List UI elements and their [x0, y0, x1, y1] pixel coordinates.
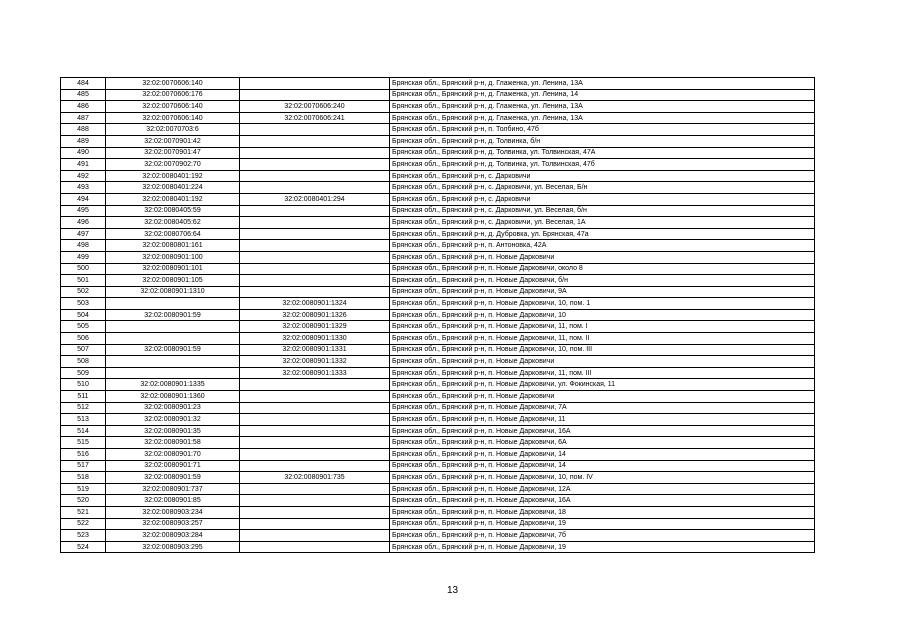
address-cell: Брянская обл., Брянский р-н, п. Новые Дарковичи, около 8 [390, 263, 815, 275]
row-number-cell: 500 [61, 263, 106, 275]
table-row [61, 298, 815, 310]
parent-cadastral-number-cell: 32:02:0080405:62 [106, 217, 240, 229]
parent-cadastral-number-cell: 32:02:0070606:140 [106, 112, 240, 124]
table-row [61, 217, 815, 229]
cadastral-number-cell [240, 402, 390, 414]
row-number-cell: 496 [61, 217, 106, 229]
parent-cadastral-number-cell: 32:02:0080903:295 [106, 541, 240, 553]
address-cell: Брянская обл., Брянский р-н, п. Новые Дарковичи, 16А [390, 425, 815, 437]
table-row [61, 483, 815, 495]
address-cell: Брянская обл., Брянский р-н, п. Новые Дарковичи, 10, пом. IV [390, 472, 815, 484]
cadastral-number-cell [240, 541, 390, 553]
row-number-cell: 523 [61, 530, 106, 542]
parent-cadastral-number-cell [106, 333, 240, 345]
row-number-cell: 485 [61, 89, 106, 101]
row-number-cell: 521 [61, 506, 106, 518]
row-number-cell: 508 [61, 356, 106, 368]
parent-cadastral-number-cell: 32:02:0080901:101 [106, 263, 240, 275]
table-row [61, 170, 815, 182]
records-table [60, 77, 815, 553]
parent-cadastral-number-cell: 32:02:0070901:47 [106, 147, 240, 159]
row-number-cell: 502 [61, 286, 106, 298]
table-row [61, 472, 815, 484]
address-cell: Брянская обл., Брянский р-н, п. Новые Дарковичи, 19 [390, 541, 815, 553]
table-row [61, 124, 815, 136]
address-cell: Брянская обл., Брянский р-н, п. Новые Дарковичи [390, 391, 815, 403]
cadastral-number-cell: 32:02:0080901:1333 [240, 367, 390, 379]
parent-cadastral-number-cell: 32:02:0070901:42 [106, 135, 240, 147]
cadastral-number-cell: 32:02:0080901:1330 [240, 333, 390, 345]
table-row [61, 391, 815, 403]
row-number-cell: 505 [61, 321, 106, 333]
table-row [61, 135, 815, 147]
cadastral-number-cell [240, 240, 390, 252]
cadastral-number-cell: 32:02:0080901:735 [240, 472, 390, 484]
table-row [61, 193, 815, 205]
parent-cadastral-number-cell: 32:02:0080901:1335 [106, 379, 240, 391]
cadastral-number-cell [240, 263, 390, 275]
row-number-cell: 513 [61, 414, 106, 426]
parent-cadastral-number-cell: 32:02:0080901:85 [106, 495, 240, 507]
address-cell: Брянская обл., Брянский р-н, п. Новые Дарковичи, 11, пом. III [390, 367, 815, 379]
cadastral-number-cell [240, 437, 390, 449]
cadastral-number-cell [240, 391, 390, 403]
row-number-cell: 501 [61, 275, 106, 287]
cadastral-number-cell [240, 228, 390, 240]
row-number-cell: 486 [61, 101, 106, 113]
cadastral-number-cell: 32:02:0080901:1329 [240, 321, 390, 333]
records-table-body [61, 78, 815, 553]
address-cell: Брянская обл., Брянский р-н, п. Толбино, 47б [390, 124, 815, 136]
parent-cadastral-number-cell: 32:02:0080405:59 [106, 205, 240, 217]
table-row [61, 275, 815, 287]
table-row [61, 530, 815, 542]
table-row [61, 402, 815, 414]
cadastral-number-cell: 32:02:0070606:241 [240, 112, 390, 124]
row-number-cell: 503 [61, 298, 106, 310]
row-number-cell: 492 [61, 170, 106, 182]
parent-cadastral-number-cell: 32:02:0080901:105 [106, 275, 240, 287]
table-row [61, 449, 815, 461]
row-number-cell: 512 [61, 402, 106, 414]
row-number-cell: 510 [61, 379, 106, 391]
parent-cadastral-number-cell: 32:02:0080901:1310 [106, 286, 240, 298]
parent-cadastral-number-cell: 32:02:0080706:64 [106, 228, 240, 240]
table-row [61, 344, 815, 356]
cadastral-number-cell [240, 495, 390, 507]
address-cell: Брянская обл., Брянский р-н, д. Глаженка, ул. Ленина, 14 [390, 89, 815, 101]
table-row [61, 379, 815, 391]
cadastral-number-cell [240, 414, 390, 426]
parent-cadastral-number-cell: 32:02:0080401:192 [106, 193, 240, 205]
parent-cadastral-number-cell: 32:02:0070703:6 [106, 124, 240, 136]
parent-cadastral-number-cell: 32:02:0080901:59 [106, 472, 240, 484]
address-cell: Брянская обл., Брянский р-н, п. Новые Дарковичи, 10, пом. III [390, 344, 815, 356]
cadastral-number-cell [240, 147, 390, 159]
cadastral-number-cell [240, 379, 390, 391]
row-number-cell: 506 [61, 333, 106, 345]
parent-cadastral-number-cell: 32:02:0070606:140 [106, 101, 240, 113]
cadastral-number-cell [240, 275, 390, 287]
table-row [61, 367, 815, 379]
parent-cadastral-number-cell: 32:02:0070606:176 [106, 89, 240, 101]
parent-cadastral-number-cell: 32:02:0080901:59 [106, 309, 240, 321]
parent-cadastral-number-cell: 32:02:0080801:161 [106, 240, 240, 252]
address-cell: Брянская обл., Брянский р-н, п. Новые Дарковичи, 18 [390, 506, 815, 518]
address-cell: Брянская обл., Брянский р-н, с. Дарковичи, ул. Веселая, Б/н [390, 182, 815, 194]
table-row [61, 147, 815, 159]
page-number: 13 [446, 585, 459, 596]
table-row [61, 205, 815, 217]
parent-cadastral-number-cell: 32:02:0080901:100 [106, 251, 240, 263]
row-number-cell: 516 [61, 449, 106, 461]
address-cell: Брянская обл., Брянский р-н, п. Новые Дарковичи, 6А [390, 437, 815, 449]
address-cell: Брянская обл., Брянский р-н, п. Новые Дарковичи, 11 [390, 414, 815, 426]
table-row [61, 414, 815, 426]
row-number-cell: 511 [61, 391, 106, 403]
parent-cadastral-number-cell: 32:02:0080903:234 [106, 506, 240, 518]
address-cell: Брянская обл., Брянский р-н, п. Новые Дарковичи, 16А [390, 495, 815, 507]
cadastral-number-cell [240, 89, 390, 101]
row-number-cell: 518 [61, 472, 106, 484]
table-row [61, 495, 815, 507]
row-number-cell: 497 [61, 228, 106, 240]
address-cell: Брянская обл., Брянский р-н, с. Дарковичи, ул. Веселая, б/н [390, 205, 815, 217]
cadastral-number-cell [240, 205, 390, 217]
parent-cadastral-number-cell: 32:02:0080903:257 [106, 518, 240, 530]
row-number-cell: 489 [61, 135, 106, 147]
address-cell: Брянская обл., Брянский р-н, д. Глаженка, ул. Ленина, 13А [390, 101, 815, 113]
address-cell: Брянская обл., Брянский р-н, п. Антоновка, 42А [390, 240, 815, 252]
parent-cadastral-number-cell: 32:02:0080401:192 [106, 170, 240, 182]
parent-cadastral-number-cell: 32:02:0070606:140 [106, 78, 240, 90]
address-cell: Брянская обл., Брянский р-н, п. Новые Дарковичи, 14 [390, 460, 815, 472]
table-row [61, 333, 815, 345]
address-cell: Брянская обл., Брянский р-н, п. Новые Дарковичи, 10, пом. 1 [390, 298, 815, 310]
row-number-cell: 509 [61, 367, 106, 379]
address-cell: Брянская обл., Брянский р-н, п. Новые Дарковичи, 19 [390, 518, 815, 530]
address-cell: Брянская обл., Брянский р-н, п. Новые Дарковичи [390, 356, 815, 368]
cadastral-number-cell: 32:02:0080901:1326 [240, 309, 390, 321]
address-cell: Брянская обл., Брянский р-н, д. Глаженка, ул. Ленина, 13А [390, 112, 815, 124]
cadastral-number-cell [240, 217, 390, 229]
parent-cadastral-number-cell: 32:02:0080901:23 [106, 402, 240, 414]
cadastral-number-cell: 32:02:0080901:1331 [240, 344, 390, 356]
cadastral-number-cell [240, 506, 390, 518]
parent-cadastral-number-cell: 32:02:0080901:32 [106, 414, 240, 426]
address-cell: Брянская обл., Брянский р-н, п. Новые Дарковичи, 7А [390, 402, 815, 414]
table-row [61, 182, 815, 194]
cadastral-number-cell [240, 159, 390, 171]
row-number-cell: 504 [61, 309, 106, 321]
cadastral-number-cell [240, 124, 390, 136]
cadastral-number-cell [240, 425, 390, 437]
row-number-cell: 495 [61, 205, 106, 217]
cadastral-number-cell [240, 170, 390, 182]
table-row [61, 240, 815, 252]
parent-cadastral-number-cell [106, 321, 240, 333]
address-cell: Брянская обл., Брянский р-н, д. Дубровка, ул. Брянская, 47а [390, 228, 815, 240]
table-row [61, 251, 815, 263]
table-row [61, 159, 815, 171]
cadastral-number-cell [240, 286, 390, 298]
address-cell: Брянская обл., Брянский р-н, п. Новые Дарковичи, 10 [390, 309, 815, 321]
address-cell: Брянская обл., Брянский р-н, д. Толвинка, ул. Толвинская, 47б [390, 159, 815, 171]
address-cell: Брянская обл., Брянский р-н, п. Новые Дарковичи [390, 251, 815, 263]
row-number-cell: 499 [61, 251, 106, 263]
cadastral-number-cell [240, 251, 390, 263]
address-cell: Брянская обл., Брянский р-н, п. Новые Дарковичи, 11, пом. I [390, 321, 815, 333]
address-cell: Брянская обл., Брянский р-н, д. Глаженка, ул. Ленина, 13А [390, 78, 815, 90]
cadastral-number-cell [240, 460, 390, 472]
table-row [61, 460, 815, 472]
table-row [61, 321, 815, 333]
address-cell: Брянская обл., Брянский р-н, с. Дарковичи [390, 193, 815, 205]
row-number-cell: 519 [61, 483, 106, 495]
table-row [61, 263, 815, 275]
cadastral-number-cell [240, 78, 390, 90]
table-row [61, 286, 815, 298]
address-cell: Брянская обл., Брянский р-н, п. Новые Дарковичи, 9А [390, 286, 815, 298]
cadastral-number-cell [240, 135, 390, 147]
row-number-cell: 494 [61, 193, 106, 205]
parent-cadastral-number-cell: 32:02:0070902:70 [106, 159, 240, 171]
table-row [61, 437, 815, 449]
cadastral-number-cell [240, 483, 390, 495]
parent-cadastral-number-cell: 32:02:0080901:35 [106, 425, 240, 437]
cadastral-number-cell [240, 182, 390, 194]
cadastral-number-cell [240, 518, 390, 530]
parent-cadastral-number-cell: 32:02:0080401:224 [106, 182, 240, 194]
cadastral-number-cell: 32:02:0080401:294 [240, 193, 390, 205]
parent-cadastral-number-cell [106, 298, 240, 310]
address-cell: Брянская обл., Брянский р-н, п. Новые Дарковичи, 14 [390, 449, 815, 461]
table-row [61, 89, 815, 101]
address-cell: Брянская обл., Брянский р-н, п. Новые Дарковичи, ул. Фокинская, 11 [390, 379, 815, 391]
cadastral-number-cell: 32:02:0080901:1324 [240, 298, 390, 310]
cadastral-number-cell [240, 530, 390, 542]
parent-cadastral-number-cell [106, 356, 240, 368]
table-row [61, 541, 815, 553]
cadastral-number-cell: 32:02:0070606:240 [240, 101, 390, 113]
parent-cadastral-number-cell: 32:02:0080901:58 [106, 437, 240, 449]
address-cell: Брянская обл., Брянский р-н, п. Новые Дарковичи, 7б [390, 530, 815, 542]
address-cell: Брянская обл., Брянский р-н, д. Толвинка, б/н [390, 135, 815, 147]
row-number-cell: 514 [61, 425, 106, 437]
parent-cadastral-number-cell: 32:02:0080901:71 [106, 460, 240, 472]
row-number-cell: 507 [61, 344, 106, 356]
row-number-cell: 522 [61, 518, 106, 530]
table-row [61, 309, 815, 321]
row-number-cell: 498 [61, 240, 106, 252]
parent-cadastral-number-cell: 32:02:0080901:59 [106, 344, 240, 356]
address-cell: Брянская обл., Брянский р-н, п. Новые Дарковичи, б/н [390, 275, 815, 287]
table-row [61, 425, 815, 437]
table-row [61, 356, 815, 368]
address-cell: Брянская обл., Брянский р-н, д. Толвинка, ул. Толвинская, 47А [390, 147, 815, 159]
table-row [61, 518, 815, 530]
row-number-cell: 520 [61, 495, 106, 507]
row-number-cell: 491 [61, 159, 106, 171]
table-row [61, 112, 815, 124]
parent-cadastral-number-cell: 32:02:0080903:284 [106, 530, 240, 542]
row-number-cell: 517 [61, 460, 106, 472]
table-row [61, 78, 815, 90]
address-cell: Брянская обл., Брянский р-н, п. Новые Дарковичи, 11, пом. II [390, 333, 815, 345]
parent-cadastral-number-cell: 32:02:0080901:70 [106, 449, 240, 461]
row-number-cell: 515 [61, 437, 106, 449]
table-row [61, 228, 815, 240]
parent-cadastral-number-cell [106, 367, 240, 379]
row-number-cell: 524 [61, 541, 106, 553]
parent-cadastral-number-cell: 32:02:0080901:1360 [106, 391, 240, 403]
row-number-cell: 493 [61, 182, 106, 194]
parent-cadastral-number-cell: 32:02:0080901:737 [106, 483, 240, 495]
address-cell: Брянская обл., Брянский р-н, п. Новые Дарковичи, 12А [390, 483, 815, 495]
table-row [61, 101, 815, 113]
address-cell: Брянская обл., Брянский р-н, с. Дарковичи [390, 170, 815, 182]
address-cell: Брянская обл., Брянский р-н, с. Дарковичи, ул. Веселая, 1А [390, 217, 815, 229]
row-number-cell: 484 [61, 78, 106, 90]
row-number-cell: 487 [61, 112, 106, 124]
cadastral-number-cell [240, 449, 390, 461]
row-number-cell: 488 [61, 124, 106, 136]
table-row [61, 506, 815, 518]
cadastral-number-cell: 32:02:0080901:1332 [240, 356, 390, 368]
row-number-cell: 490 [61, 147, 106, 159]
